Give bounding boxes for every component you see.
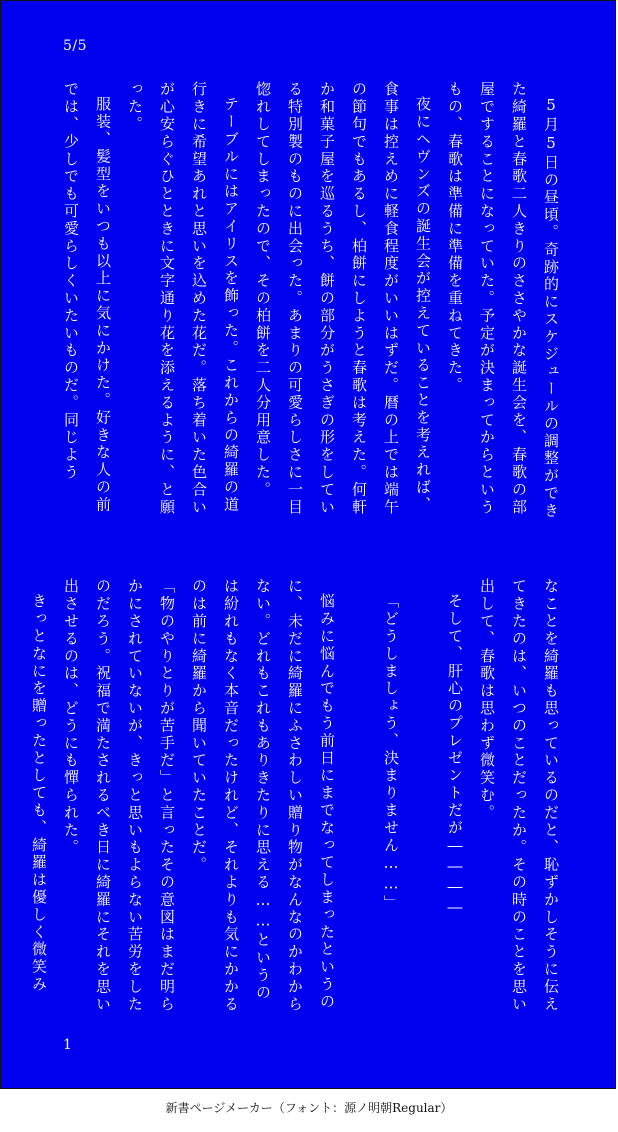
text-column-top	[47, 81, 567, 521]
paragraph-4: 服装、髪型をいつも以上に気にかけた。好きな人の前では、少しでも可愛らしくいたいものだ。同じよう	[62, 81, 112, 514]
blank-line	[407, 578, 439, 610]
paragraph-8: きっとなにを贈ったとしても、綺羅は優しく微笑み	[30, 593, 48, 994]
text-column-bottom	[30, 578, 567, 1018]
paragraph-5: そして、肝心のプレゼントだが――――	[446, 593, 464, 919]
page-indicator: 5/5	[63, 38, 88, 54]
paragraph-6: 悩みに悩んでもう前日にまでなってしまったというのに、未だに綺羅にふさわしい贈り物がなんなのかわからない。どれもこれもありきたりに思える……というのは紛れもなく本音だったけれど、それよりも気にかかるのは前に綺羅から聞いていたことだ。	[190, 578, 336, 1013]
paragraph-3: テーブルにはアイリスを飾った。これからの綺羅の道行きに希望あれと思いを込めた花だ。落ち着いた色合いが心安らぐひとときに文字通り花を添えるように、と願った。	[126, 81, 240, 516]
paragraph-continuation: なことを綺羅も思っているのだと、恥ずかしそうに伝えてきたのは、いつのことだったか。その時のことを思い出して、春歌は思わず微笑む。	[478, 578, 560, 1013]
dialogue-quote: 「どうしましょう、決まりません……」	[382, 593, 400, 913]
blank-line	[343, 578, 375, 610]
paragraph-7: 「物のやりとりが苦手だ」と言ったその意図はまだ明らかにされていないが、きっと思いもよらない苦労をしたのだろう。祝福で満たされるべき日に綺羅にそれを思い出させるのは、どうにも憚られた。	[62, 578, 176, 1013]
paragraph-2: 夜にヘヴンズの誕生会が控えていることを考えれば、食事は控えめに軽食程度がいいはずだ。暦の上では端午の節句でもあるし、柏餅にしようと春歌は考えた。何軒か和菓子屋を巡るうち、餅の部分がうさぎの形をしている特別製のものに出会った。あまりの可愛らしさに一目惚れしてしまったので、その柏餅を二人分用意した。	[254, 81, 432, 516]
paragraph-1: 5月5日の昼頃。奇跡的にスケジュールの調整ができた綺羅と春歌二人きりのささやかな誕生会を、春歌の部屋ですることになっていた。予定が決まってからというもの、春歌は準備に準備を重ねてきた。	[446, 81, 560, 520]
page-number: 1	[63, 1037, 72, 1053]
footer-caption: 新書ページメーカー（フォント：源ノ明朝Regular）	[165, 1101, 453, 1115]
